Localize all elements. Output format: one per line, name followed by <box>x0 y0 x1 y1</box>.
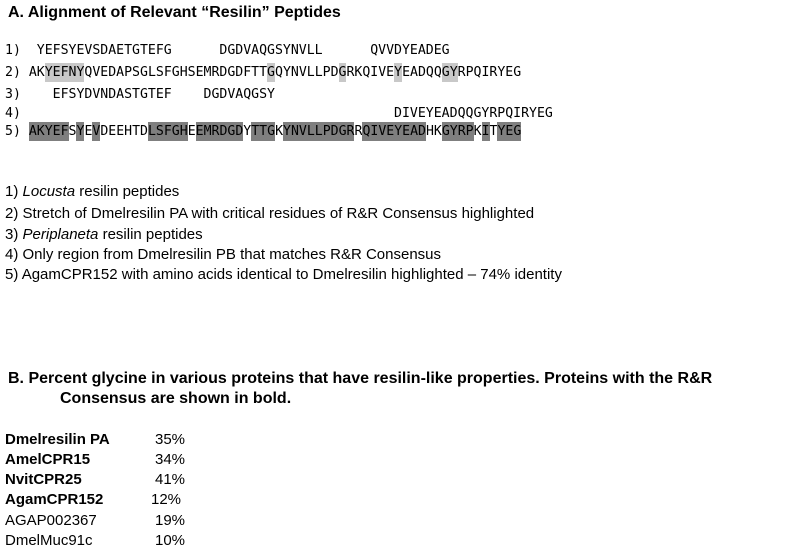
protein-row <box>5 490 181 510</box>
alignment-row-3 <box>5 85 275 105</box>
highlighted-residues: TTG <box>251 124 276 139</box>
protein-name: DmelMuc91c <box>5 532 93 549</box>
row-label: 4) <box>5 106 29 121</box>
glycine-percent: 35% <box>155 431 186 448</box>
alignment-row-5 <box>5 122 521 142</box>
residues: E <box>187 124 196 139</box>
protein-name: AgamCPR152 <box>5 491 104 508</box>
section-b-title-line1: B. Percent glycine in various proteins that have resilin-like properties. Proteins with the R&R <box>8 370 713 387</box>
protein-name: Dmelresilin PA <box>5 431 110 448</box>
highlighted-residues: G <box>338 65 347 80</box>
residues: RPQIRYEG <box>457 65 522 80</box>
residues: QVEDAPSGLSFGHSEMRDGDFTT <box>84 65 268 80</box>
legend-text: resilin peptides <box>98 226 203 243</box>
residues: YEFSYEVSDAETGTEFG DGDVAQGSYNVLL QVVDYEADEG <box>28 43 450 58</box>
residues: HK <box>425 124 442 139</box>
highlighted-residues: V <box>92 124 101 139</box>
row-label: 2) <box>5 65 29 80</box>
glycine-percent: 41% <box>155 471 186 488</box>
highlighted-residues: I <box>481 124 490 139</box>
glycine-percent: 34% <box>155 451 186 468</box>
residues: K <box>473 124 482 139</box>
legend-text: resilin peptides <box>75 183 180 200</box>
residues: E <box>84 124 93 139</box>
protein-name: NvitCPR25 <box>5 471 82 488</box>
alignment-row-2 <box>5 63 521 83</box>
highlighted-residues: AKYEF <box>28 124 69 139</box>
highlighted-residues: YNVLLPDGR <box>283 124 355 139</box>
legend-number: 1) <box>5 183 23 200</box>
legend-item-1 <box>5 182 179 202</box>
legend-item-3 <box>5 225 203 245</box>
protein-row <box>5 470 185 490</box>
residues: R <box>354 124 363 139</box>
residues: EFSYDVNDASTGTEF DGDVAQGSY <box>28 87 275 102</box>
legend-text: Only region from Dmelresilin PB that matches R&R Consensus <box>22 246 442 263</box>
legend-number: 4) <box>5 246 23 263</box>
species-name: Periplaneta <box>22 226 99 243</box>
residues: DIVEYEADQQGYRPQIRYEG <box>28 106 553 121</box>
highlighted-residues: G <box>267 65 275 80</box>
legend-number: 3) <box>5 226 23 243</box>
row-label: 1) <box>5 43 29 58</box>
row-label: 5) <box>5 124 29 139</box>
protein-row <box>5 511 185 531</box>
legend-item-4 <box>5 245 441 265</box>
residues: QYNVLLPD <box>275 65 339 80</box>
section-b-title-line2: Consensus are shown in bold. <box>60 390 292 407</box>
highlighted-residues: GY <box>441 65 458 80</box>
legend-text: Stretch of Dmelresilin PA with critical residues of R&R Consensus highlighted <box>22 205 535 222</box>
protein-name: AGAP002367 <box>5 512 97 529</box>
alignment-row-4 <box>5 104 553 124</box>
protein-name: AmelCPR15 <box>5 451 91 468</box>
legend-text: AgamCPR152 with amino acids identical to Dmelresilin highlighted – 74% identity <box>21 266 562 283</box>
highlighted-residues: Y <box>394 65 403 80</box>
section-a-title: A. Alignment of Relevant “Resilin” Peptides <box>8 4 341 21</box>
highlighted-residues: LSFGH <box>147 124 188 139</box>
residues: RKQIVE <box>346 65 395 80</box>
legend-number: 5) <box>5 266 22 283</box>
highlighted-residues: Y <box>76 124 85 139</box>
residues: Y <box>243 124 252 139</box>
highlighted-residues: EMRDGD <box>195 124 244 139</box>
residues: K <box>275 124 284 139</box>
glycine-percent: 19% <box>155 512 186 529</box>
legend-number: 2) <box>5 205 23 222</box>
glycine-percent: 10% <box>155 532 186 549</box>
protein-row <box>5 531 185 551</box>
section-b-title <box>8 369 712 409</box>
protein-row <box>5 430 185 450</box>
residues: S <box>68 124 77 139</box>
highlighted-residues: GYRP <box>441 124 474 139</box>
alignment-row-1 <box>5 41 450 61</box>
protein-row <box>5 450 185 470</box>
species-name: Locusta <box>22 183 76 200</box>
residues: DEEHTD <box>100 124 148 139</box>
highlighted-residues: YEFNY <box>44 65 85 80</box>
legend-item-2 <box>5 204 534 224</box>
highlighted-residues: YEG <box>497 124 522 139</box>
residues: EADQQ <box>402 65 442 80</box>
residues: T <box>489 124 498 139</box>
highlighted-residues: QIVEYEAD <box>362 124 426 139</box>
legend-item-5 <box>5 265 562 285</box>
residues: AK <box>28 65 45 80</box>
glycine-percent: 12% <box>151 491 182 508</box>
row-label: 3) <box>5 87 29 102</box>
